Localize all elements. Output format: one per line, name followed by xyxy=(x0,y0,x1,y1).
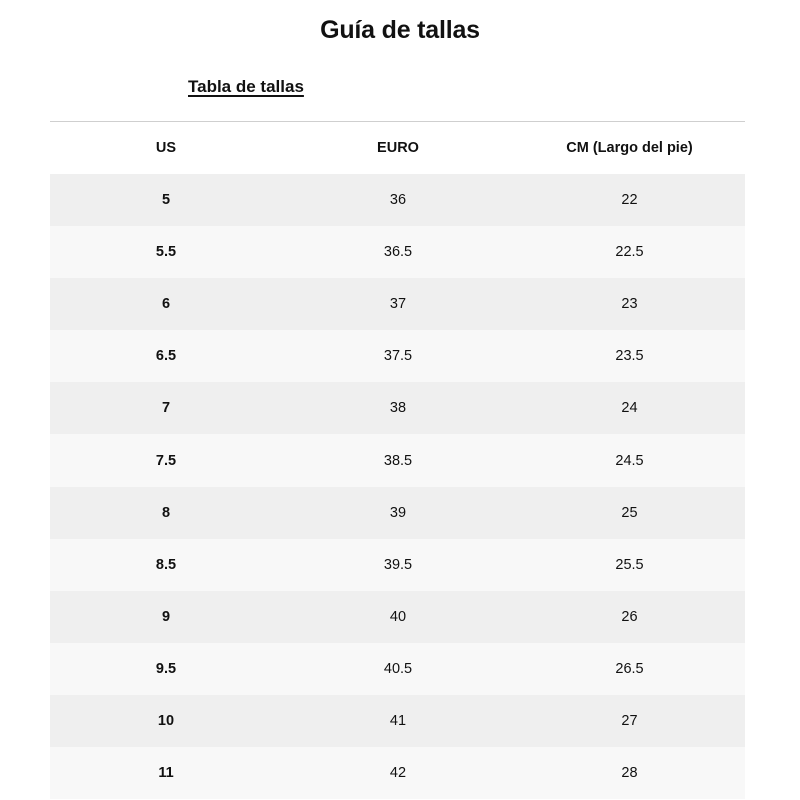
column-header-us: US xyxy=(50,122,282,174)
cell-cm: 28 xyxy=(514,747,745,799)
size-table-body xyxy=(50,174,745,799)
column-header-euro: EURO xyxy=(282,122,514,174)
cell-cm: 23.5 xyxy=(514,330,745,382)
cell-cm: 25 xyxy=(514,487,745,539)
cell-euro: 39 xyxy=(282,487,514,539)
cell-cm: 24 xyxy=(514,382,745,434)
cell-us: 9 xyxy=(50,591,282,643)
cell-us: 7.5 xyxy=(50,434,282,486)
cell-us: 8.5 xyxy=(50,539,282,591)
cell-us: 8 xyxy=(50,487,282,539)
cell-euro: 36.5 xyxy=(282,226,514,278)
table-row xyxy=(50,643,745,695)
cell-us: 5 xyxy=(50,174,282,226)
size-table-header xyxy=(50,122,745,174)
cell-us: 11 xyxy=(50,747,282,799)
size-table xyxy=(50,122,745,799)
cell-us: 5.5 xyxy=(50,226,282,278)
cell-cm: 25.5 xyxy=(514,539,745,591)
cell-cm: 26 xyxy=(514,591,745,643)
cell-euro: 36 xyxy=(282,174,514,226)
cell-us: 9.5 xyxy=(50,643,282,695)
table-row xyxy=(50,226,745,278)
table-row xyxy=(50,487,745,539)
cell-euro: 40 xyxy=(282,591,514,643)
cell-euro: 39.5 xyxy=(282,539,514,591)
table-row xyxy=(50,330,745,382)
cell-euro: 38 xyxy=(282,382,514,434)
cell-euro: 37 xyxy=(282,278,514,330)
column-header-cm: CM (Largo del pie) xyxy=(514,122,745,174)
cell-euro: 42 xyxy=(282,747,514,799)
table-row xyxy=(50,591,745,643)
cell-cm: 23 xyxy=(514,278,745,330)
table-row xyxy=(50,382,745,434)
cell-us: 10 xyxy=(50,695,282,747)
size-table-link[interactable]: Tabla de tallas xyxy=(188,77,304,96)
page-title: Guía de tallas xyxy=(320,16,480,44)
cell-us: 6.5 xyxy=(50,330,282,382)
table-row xyxy=(50,695,745,747)
table-row xyxy=(50,434,745,486)
cell-euro: 40.5 xyxy=(282,643,514,695)
cell-us: 7 xyxy=(50,382,282,434)
cell-euro: 37.5 xyxy=(282,330,514,382)
cell-euro: 41 xyxy=(282,695,514,747)
size-table-container xyxy=(50,121,745,799)
table-row xyxy=(50,278,745,330)
cell-cm: 26.5 xyxy=(514,643,745,695)
cell-euro: 38.5 xyxy=(282,434,514,486)
cell-cm: 22.5 xyxy=(514,226,745,278)
cell-us: 6 xyxy=(50,278,282,330)
cell-cm: 27 xyxy=(514,695,745,747)
table-row xyxy=(50,174,745,226)
header-row xyxy=(50,122,745,174)
cell-cm: 24.5 xyxy=(514,434,745,486)
table-row xyxy=(50,539,745,591)
table-row xyxy=(50,747,745,799)
cell-cm: 22 xyxy=(514,174,745,226)
